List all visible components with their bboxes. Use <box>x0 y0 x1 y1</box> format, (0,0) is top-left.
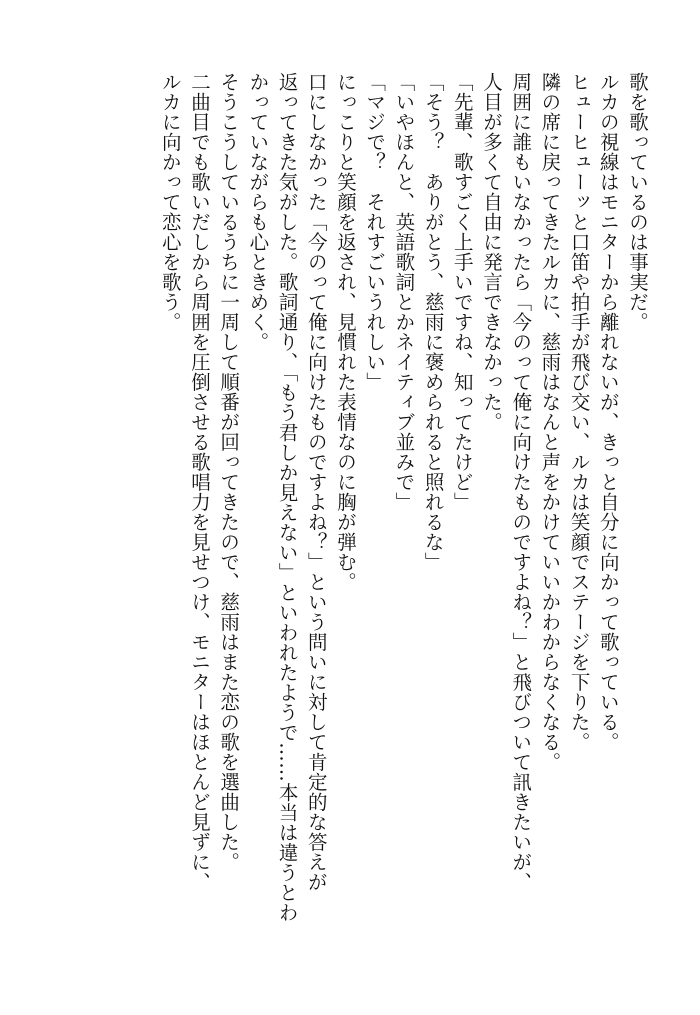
text-line: ルカの視線はモニターから離れないが、きっと自分に向かって歌っている。 <box>596 72 620 752</box>
text-line: 人目が多くて自由に発言できなかった。 <box>479 72 503 432</box>
text-line: ルカに向かって恋心を歌う。 <box>158 72 182 332</box>
text-line: 二曲目でも歌いだしから周囲を圧倒させる歌唱力を見せつけ、モニターはほとんど見ずに、 <box>187 72 211 892</box>
text-line: 「先輩、歌すごく上手いですね、知ってたけど」 <box>450 72 474 512</box>
text-line: 隣の席に戻ってきたルカに、慈雨はなんと声をかけていいかわからなくなる。 <box>538 72 562 772</box>
text-line: かっていながらも心ときめく。 <box>246 72 270 352</box>
text-line: 「いやほんと、英語歌詞とかネイティブ並みで」 <box>392 72 416 512</box>
text-line: ヒューヒューッと口笛や拍手が飛び交い、ルカは笑顔でステージを下りた。 <box>567 72 591 752</box>
text-line: そうこうしているうちに一周して順番が回ってきたので、慈雨はまた恋の歌を選曲した。 <box>217 72 241 872</box>
text-line: 口にしなかった「今のって俺に向けたものですよね？」という問いに対して肯定的な答えが <box>304 72 328 892</box>
text-line: 「マジで？ それすごいうれしい」 <box>363 72 387 392</box>
text-line: 返ってきた気がした。歌詞通り、「もう君しか見えない」といわれたようで……本当は違うとわ <box>275 72 299 923</box>
text-line: 「そう？ ありがとう、慈雨に褒められると照れるな」 <box>421 72 445 572</box>
text-line: にっこりと笑顔を返され、見慣れた表情なのに胸が弾む。 <box>333 72 357 592</box>
text-line: 周囲に誰もいなかったら「今のって俺に向けたものですよね？」と飛びついて訊きたいが、 <box>509 72 533 892</box>
vertical-text-body <box>32 72 652 972</box>
text-line: 歌を歌っているのは事実だ。 <box>626 72 649 332</box>
